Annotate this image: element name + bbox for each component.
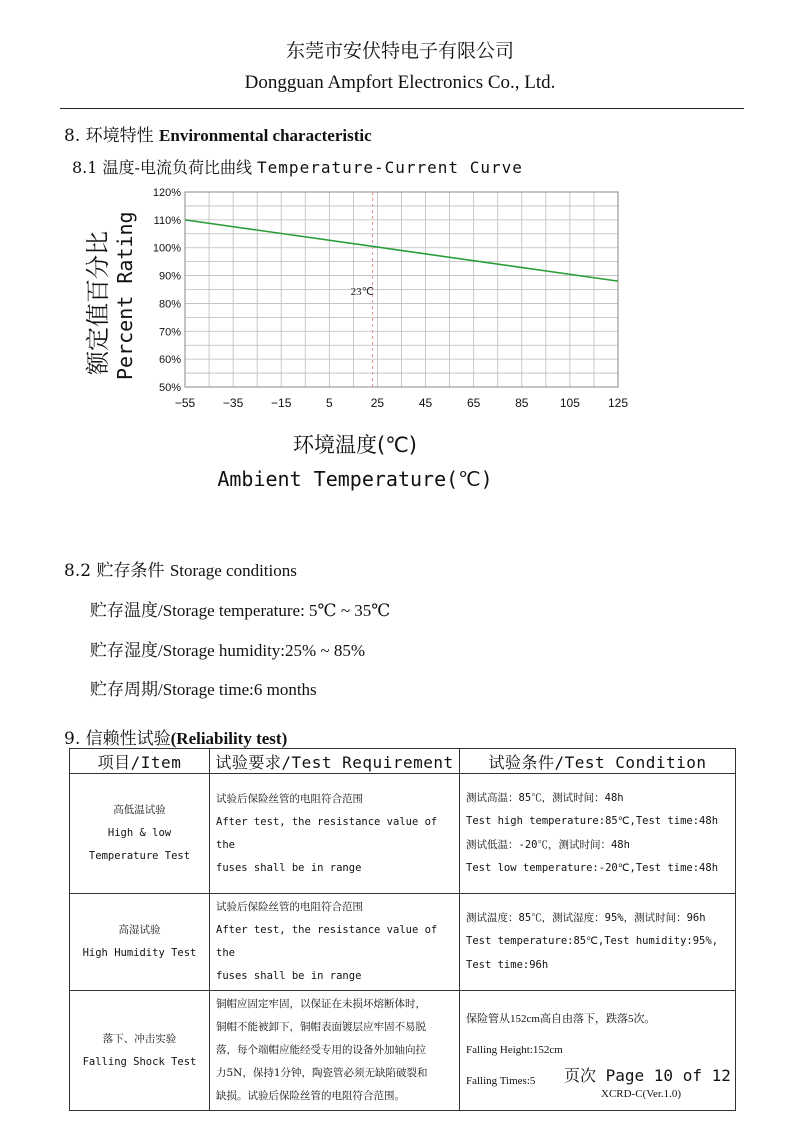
x-tick-label: 65: [466, 396, 481, 410]
y-tick-label: 100%: [152, 242, 181, 255]
section-8-1-title-en: Temperature-Current Curve: [257, 158, 523, 177]
requirement-line: fuses shall be in range: [216, 861, 362, 874]
storage-temperature-en: /Storage temperature: 5℃ ~ 35℃: [158, 601, 391, 620]
x-tick-label: −15: [271, 396, 292, 410]
header-requirement: 试验要求/Test Requirement: [210, 749, 460, 774]
y-tick-label: 60%: [158, 354, 181, 367]
item-line: Falling Shock Test: [82, 1055, 197, 1068]
requirement-line: After test, the resistance value of the: [216, 924, 438, 959]
section-8-2-heading: [64, 556, 297, 581]
chart-grid: [185, 192, 618, 387]
x-tick-label: 125: [607, 396, 629, 410]
table-row: [70, 774, 736, 894]
requirement-cell: [210, 991, 460, 1111]
section-9-title-cn: 9. 信赖性试验: [64, 729, 171, 749]
requirement-line: After test, the resistance value of the: [216, 815, 438, 851]
y-axis-label-cn: 额定值百分比: [84, 231, 112, 375]
condition-line: Test time:96h: [466, 958, 549, 971]
condition-line: Test low temperature:-20℃,Test time:48h: [466, 862, 719, 874]
requirement-cell: [210, 774, 460, 894]
storage-humidity: [90, 636, 365, 661]
header-condition: 试验条件/Test Condition: [460, 749, 736, 774]
section-8-2-title-cn: 8.2 贮存条件: [64, 561, 170, 581]
x-tick-label: 5: [325, 396, 333, 410]
header-divider: [60, 108, 744, 109]
condition-cell: [460, 894, 736, 991]
storage-time-en: /Storage time:6 months: [158, 680, 317, 699]
requirement-line: 力5N，保持1分钟，陶瓷管必须无缺陷破裂和: [216, 1067, 428, 1079]
condition-line: Test high temperature:85℃,Test time:48h: [466, 815, 719, 827]
item-cell: [70, 774, 210, 894]
section-8-1-heading: [72, 155, 523, 178]
item-line: High Humidity Test: [82, 947, 197, 959]
x-tick-label: 105: [559, 396, 580, 410]
x-axis-ticks: [175, 396, 629, 410]
condition-line: Test temperature:85℃,Test humidity:95%,: [466, 935, 719, 948]
requirement-line: 铜帽不能被卸下，铜帽表面镀层应牢固不易脱: [216, 1021, 426, 1033]
storage-time: [90, 675, 317, 700]
condition-line: Falling Times:5: [466, 1075, 536, 1087]
y-tick-label: 120%: [152, 187, 181, 199]
condition-cell: [460, 774, 736, 894]
condition-line: 保险管从152cm高自由落下，跌落5次。: [466, 1013, 656, 1025]
section-8-2-title-en: Storage conditions: [169, 561, 297, 580]
item-line: High & low: [107, 827, 172, 839]
requirement-line: 试验后保险丝管的电阻符合范围: [216, 792, 363, 805]
x-tick-label: −35: [222, 396, 244, 410]
item-line: 高湿试验: [118, 924, 161, 936]
section-9-heading: [64, 724, 287, 749]
section-8-heading: [64, 121, 372, 146]
y-axis-ticks: [153, 187, 181, 394]
condition-line: 测试低温：-20℃，测试时间：48h: [466, 838, 630, 851]
requirement-line: 铜帽应固定牢固，以保证在未损坏熔断体时，: [216, 998, 426, 1010]
condition-line: 测试高温：85℃，测试时间：48h: [466, 791, 624, 804]
storage-humidity-en: /Storage humidity:25% ~ 85%: [158, 641, 366, 660]
x-tick-label: 25: [370, 396, 385, 410]
y-tick-label: 70%: [158, 326, 181, 339]
company-name-en: Dongguan Ampfort Electronics Co., Ltd.: [244, 72, 556, 93]
x-tick-label: 45: [418, 396, 433, 410]
item-cell: [70, 991, 210, 1111]
section-8-title-en: Environmental characteristic: [159, 126, 372, 145]
condition-line: 测试温度：85℃，测试湿度：95%，测试时间：96h: [466, 911, 706, 924]
condition-cell: [460, 991, 736, 1111]
header-item: 项目/Item: [70, 749, 210, 774]
section-9-title-en: (Reliability test): [170, 729, 288, 748]
page-number: 页次 Page 10 of 12: [564, 1066, 731, 1085]
storage-humidity-cn: 贮存湿度: [90, 641, 158, 661]
storage-time-cn: 贮存周期: [90, 680, 158, 700]
item-cell: [70, 894, 210, 991]
condition-line: Falling Height:152cm: [466, 1044, 563, 1056]
temperature-current-chart: [80, 180, 640, 500]
x-axis-label-cn: 环境温度(℃): [293, 433, 417, 457]
item-line: 高低温试验: [113, 804, 166, 816]
table-row: [70, 894, 736, 991]
requirement-cell: [210, 894, 460, 991]
y-tick-label: 50%: [158, 382, 181, 394]
company-name-cn: 东莞市安伏特电子有限公司: [285, 40, 514, 62]
x-axis-label-en: Ambient Temperature(℃): [217, 467, 493, 491]
x-tick-label: 85: [515, 396, 529, 410]
y-tick-label: 80%: [158, 298, 181, 311]
annotation-label-23c: 23℃: [350, 286, 374, 299]
storage-temperature-cn: 贮存温度: [90, 601, 158, 621]
requirement-line: fuses shall be in range: [216, 970, 362, 982]
storage-temperature: [90, 596, 390, 621]
requirement-line: 试验后保险丝管的电阻符合范围: [216, 901, 363, 913]
y-axis-label-en: Percent Rating: [113, 211, 137, 380]
document-code: XCRD-C(Ver.1.0): [601, 1088, 682, 1100]
item-line: Temperature Test: [88, 850, 191, 862]
y-tick-label: 110%: [153, 214, 181, 227]
requirement-line: 落，每个端帽应能经受专用的设备外加轴向拉: [216, 1044, 426, 1056]
requirement-line: 缺损。试验后保险丝管的电阻符合范围。: [216, 1090, 405, 1102]
table-header-row: [70, 749, 736, 774]
section-8-1-title-cn: 8.1 温度-电流负荷比曲线: [72, 158, 258, 177]
item-line: 落下、冲击实验: [102, 1032, 177, 1045]
section-8-title-cn: 8. 环境特性: [64, 126, 160, 146]
x-tick-label: −55: [174, 396, 196, 410]
reliability-test-table: [69, 748, 736, 1111]
y-tick-label: 90%: [158, 270, 181, 283]
